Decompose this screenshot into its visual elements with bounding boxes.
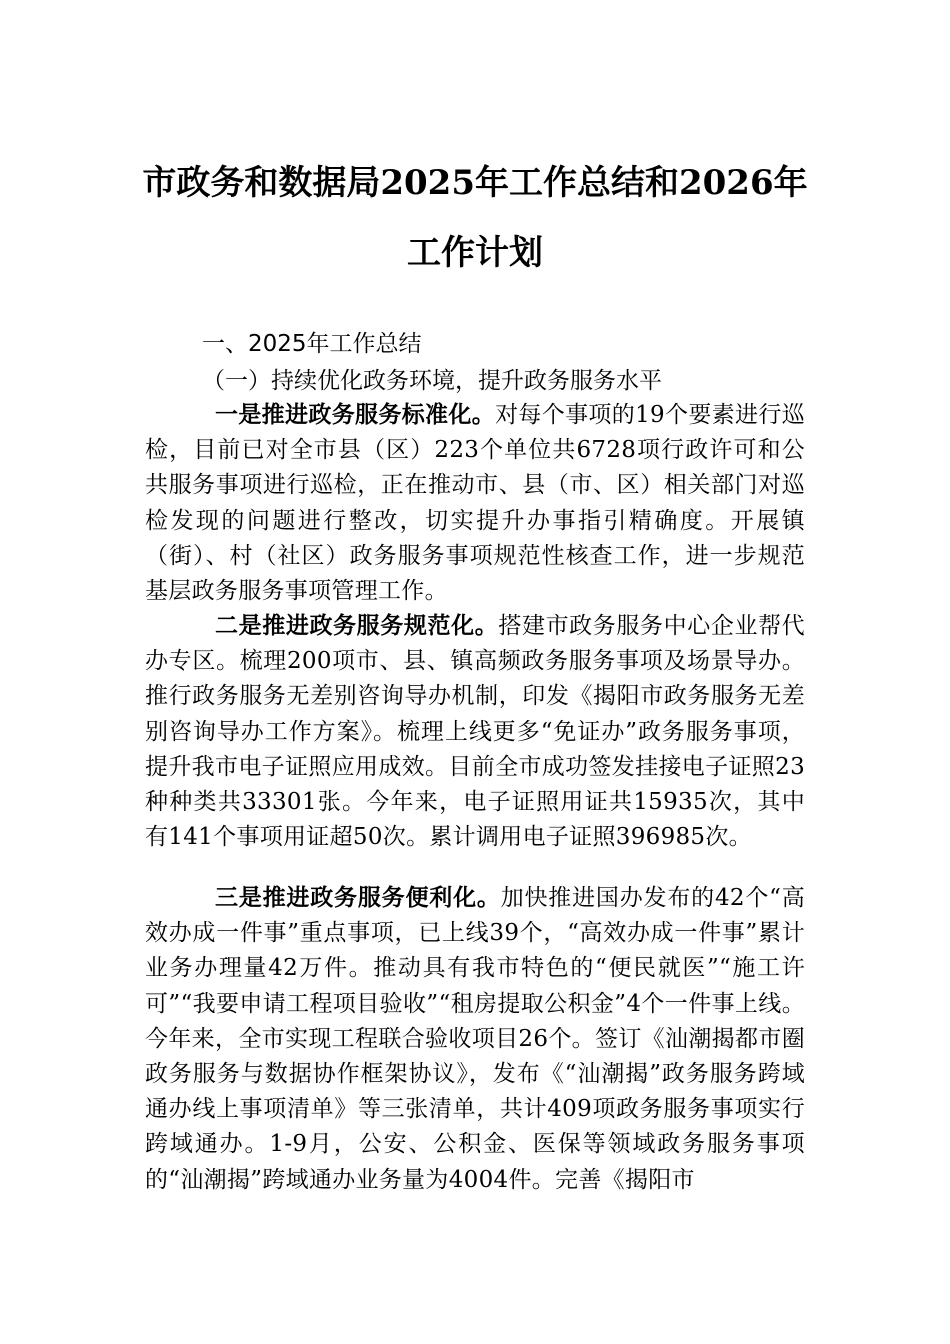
paragraph-body: 搭建市政务服务中心企业帮代办专区。梳理200项市、县、镇高频政务服务事项及场景导办。推行政务服务无差别咨询导办机制，印发《揭阳市政务服务无差别咨询导办工作方案》。梳理上线更多“免证办”政务服务事项，提升我市电子证照应用成效。目前全市成功签发挂接电子证照23种种类共33301张。今年来，电子证照用证共15935次，其中有141个事项用证超50次。累计调用电子证照396985次。 [145,613,805,851]
section-heading: 一、2025年工作总结 [202,331,422,357]
paragraph-body: 对每个事项的19个要素进行巡检，目前已对全市县（区）223个单位共6728项行政许可和公共服务事项进行巡检，正在推动市、县（市、区）相关部门对巡检发现的问题进行整改，切实提升办事指引精确度。开展镇（街）、村（社区）政务服务事项规范性核查工作，进一步规范基层政务服务事项管理工作。 [145,402,805,605]
document-title-line-2: 工作计划 [407,233,543,273]
paragraph-lead: 一是推进政务服务标准化。 [215,401,496,428]
paragraph-normalization [145,608,805,855]
paragraph-lead: 二是推进政务服务规范化。 [215,612,499,639]
paragraph-body: 加快推进国办发布的42个“高效办成一件事”重点事项，已上线39个，“高效办成一件事”累计业务办理量42万件。推动具有我市特色的“便民就医”“施工许可”“我要申请工程项目验收”“租房提取公积金”4个一件事上线。今年来，全市实现工程联合验收项目26个。签订《汕潮揭都市圈政务服务与数据协作框架协议》，发布《“汕潮揭”政务服务跨域通办线上事项清单》等三张清单，共计409项政务服务事项实行跨域通办。1-9月，公安、公积金、医保等领域政务服务事项的“汕潮揭”跨域通办业务量为4004件。完善《揭阳市 [145,885,805,1193]
paragraph-facilitation [145,880,805,1198]
paragraph-standardization [145,397,805,609]
document-title-line-1: 市政务和数据局2025年工作总结和2026年 [142,163,808,203]
paragraph-lead: 三是推进政务服务便利化。 [215,884,501,911]
subsection-heading: （一）持续优化政务环境，提升政务服务水平 [202,368,662,394]
